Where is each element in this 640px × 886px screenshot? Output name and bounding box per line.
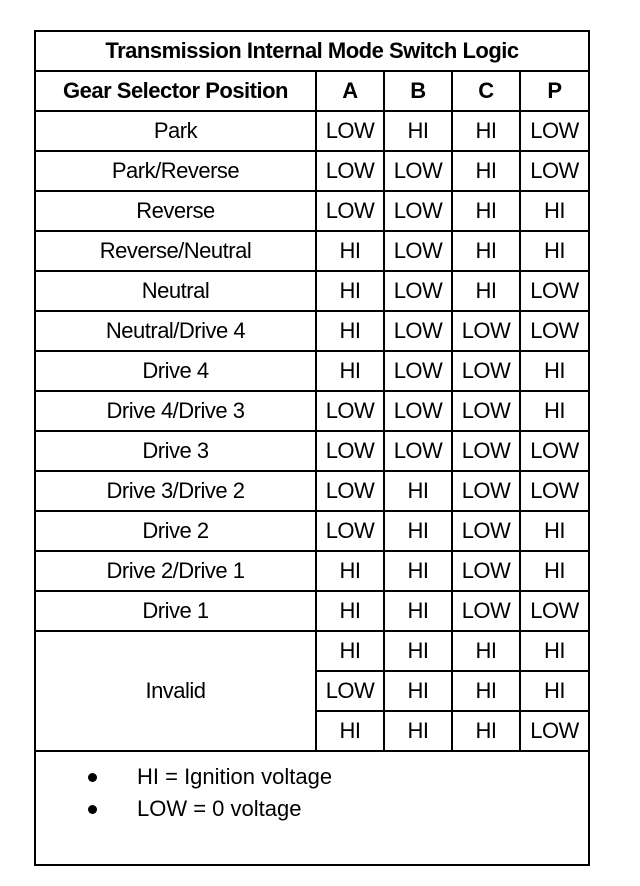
signal-cell-b: LOW (384, 271, 452, 311)
signal-cell-b: LOW (384, 391, 452, 431)
signal-cell-b: HI (384, 591, 452, 631)
signal-cell-b: HI (384, 471, 452, 511)
signal-cell-a: LOW (316, 511, 384, 551)
signal-cell-a: LOW (316, 471, 384, 511)
legend-item-hi (88, 764, 332, 790)
signal-cell-a: LOW (316, 191, 384, 231)
signal-cell-c: HI (452, 111, 520, 151)
signal-cell-c: LOW (452, 351, 520, 391)
gear-position-cell: Drive 4/Drive 3 (36, 391, 316, 431)
table-row (36, 391, 588, 431)
invalid-label-cell: Invalid (36, 631, 316, 751)
signal-cell-b: LOW (384, 231, 452, 271)
table-row (36, 311, 588, 351)
gear-position-cell: Park (36, 111, 316, 151)
signal-cell-c: HI (452, 151, 520, 191)
signal-cell-b: HI (384, 671, 452, 711)
mode-switch-logic-document (34, 30, 590, 866)
table-row-invalid (36, 631, 588, 671)
signal-cell-c: LOW (452, 591, 520, 631)
signal-cell-b: HI (384, 711, 452, 751)
signal-cell-p: LOW (520, 431, 588, 471)
signal-cell-c: HI (452, 271, 520, 311)
signal-cell-b: LOW (384, 431, 452, 471)
bullet-icon (88, 805, 97, 814)
signal-cell-c: HI (452, 671, 520, 711)
gear-position-cell: Drive 3/Drive 2 (36, 471, 316, 511)
signal-cell-p: LOW (520, 151, 588, 191)
table-row (36, 111, 588, 151)
signal-cell-b: LOW (384, 191, 452, 231)
signal-cell-p: HI (520, 671, 588, 711)
signal-cell-a: HI (316, 711, 384, 751)
signal-cell-p: HI (520, 191, 588, 231)
table-row (36, 191, 588, 231)
signal-cell-p: LOW (520, 111, 588, 151)
signal-cell-p: HI (520, 231, 588, 271)
gear-position-cell: Drive 4 (36, 351, 316, 391)
gear-position-cell: Drive 1 (36, 591, 316, 631)
signal-cell-a: HI (316, 631, 384, 671)
gear-position-cell: Reverse/Neutral (36, 231, 316, 271)
signal-cell-c: HI (452, 711, 520, 751)
signal-cell-a: LOW (316, 151, 384, 191)
signal-cell-c: HI (452, 191, 520, 231)
bullet-icon (88, 773, 97, 782)
signal-cell-c: HI (452, 631, 520, 671)
table-row (36, 271, 588, 311)
signal-cell-p: HI (520, 551, 588, 591)
gear-position-cell: Reverse (36, 191, 316, 231)
signal-cell-b: LOW (384, 151, 452, 191)
signal-cell-b: LOW (384, 311, 452, 351)
signal-cell-a: HI (316, 271, 384, 311)
signal-cell-p: LOW (520, 471, 588, 511)
table-title: Transmission Internal Mode Switch Logic (36, 32, 588, 71)
column-header-row (36, 71, 588, 111)
signal-cell-p: LOW (520, 591, 588, 631)
table-row (36, 471, 588, 511)
signal-cell-c: LOW (452, 551, 520, 591)
table-row (36, 151, 588, 191)
legend-item-low (88, 796, 301, 822)
gear-position-cell: Drive 3 (36, 431, 316, 471)
signal-cell-a: LOW (316, 671, 384, 711)
table-row (36, 231, 588, 271)
table-row (36, 511, 588, 551)
table-row (36, 591, 588, 631)
signal-cell-a: HI (316, 231, 384, 271)
signal-cell-c: LOW (452, 311, 520, 351)
table-row (36, 551, 588, 591)
signal-cell-c: LOW (452, 431, 520, 471)
gear-position-cell: Neutral/Drive 4 (36, 311, 316, 351)
signal-cell-b: HI (384, 551, 452, 591)
signal-cell-c: HI (452, 231, 520, 271)
signal-cell-p: LOW (520, 311, 588, 351)
mode-switch-logic-table (36, 32, 588, 752)
table-row (36, 351, 588, 391)
column-header-p: P (520, 71, 588, 111)
signal-cell-a: HI (316, 311, 384, 351)
signal-cell-a: LOW (316, 391, 384, 431)
column-header-b: B (384, 71, 452, 111)
signal-cell-a: HI (316, 351, 384, 391)
signal-cell-c: LOW (452, 471, 520, 511)
gear-position-cell: Drive 2 (36, 511, 316, 551)
gear-position-cell: Drive 2/Drive 1 (36, 551, 316, 591)
signal-cell-p: HI (520, 511, 588, 551)
signal-cell-p: LOW (520, 711, 588, 751)
signal-cell-b: HI (384, 511, 452, 551)
column-header-gear-selector-position: Gear Selector Position (36, 71, 316, 111)
signal-cell-a: HI (316, 551, 384, 591)
legend (36, 752, 588, 868)
legend-text-low: LOW = 0 voltage (137, 796, 302, 821)
signal-cell-p: HI (520, 391, 588, 431)
signal-cell-b: LOW (384, 351, 452, 391)
gear-position-cell: Neutral (36, 271, 316, 311)
legend-text-hi: HI = Ignition voltage (137, 764, 333, 789)
column-header-c: C (452, 71, 520, 111)
signal-cell-a: HI (316, 591, 384, 631)
signal-cell-b: HI (384, 111, 452, 151)
signal-cell-a: LOW (316, 431, 384, 471)
signal-cell-p: HI (520, 631, 588, 671)
signal-cell-p: HI (520, 351, 588, 391)
column-header-a: A (316, 71, 384, 111)
signal-cell-p: LOW (520, 271, 588, 311)
table-row (36, 431, 588, 471)
gear-position-cell: Park/Reverse (36, 151, 316, 191)
signal-cell-c: LOW (452, 511, 520, 551)
signal-cell-c: LOW (452, 391, 520, 431)
signal-cell-a: LOW (316, 111, 384, 151)
signal-cell-b: HI (384, 631, 452, 671)
